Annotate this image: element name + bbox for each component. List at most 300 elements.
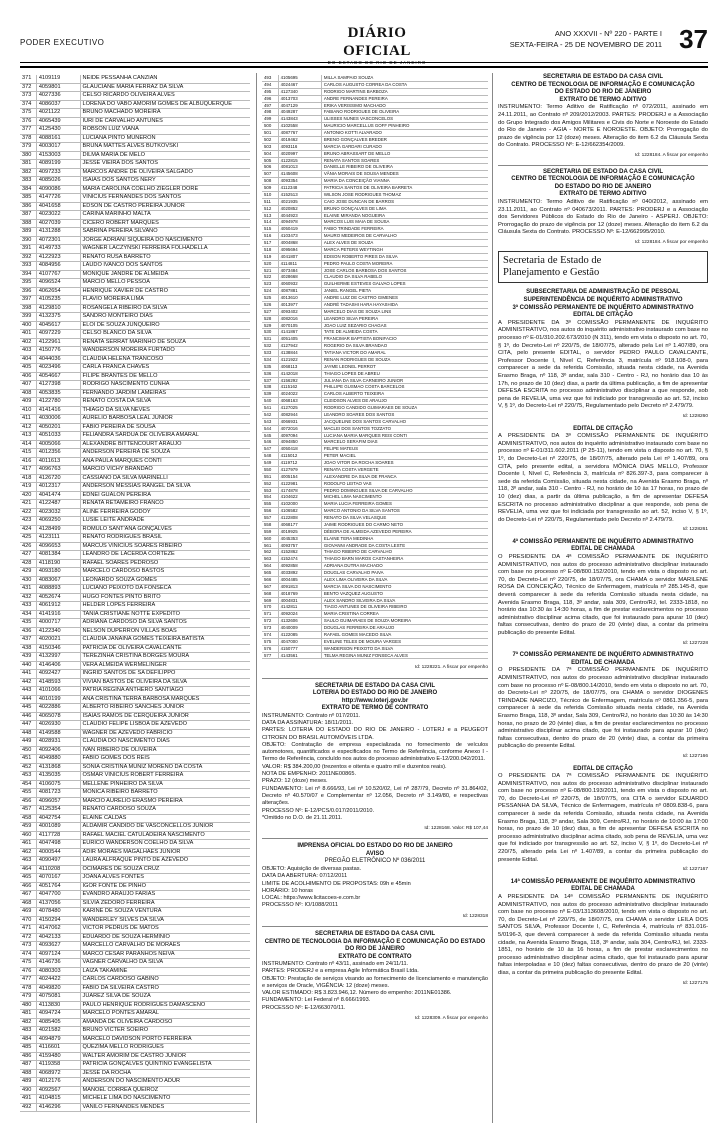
registration-number: 4095694 (278, 246, 321, 253)
row-number: 538 (262, 384, 278, 391)
registration-number: 4030006 (36, 415, 80, 424)
table-row (262, 494, 488, 501)
row-number: 375 (20, 109, 36, 118)
table-row (20, 517, 250, 526)
organ-title: SECRETARIA DE ESTADO DA CASA CIVIL CENTRO DE TECNOLOGIA DE INFORMAÇÃO E COMUNICAÇÃO DO ESTADO DO RIO DE JANEIRO (511, 168, 695, 190)
row-number: 557 (262, 515, 278, 522)
row-number: 452 (20, 763, 36, 772)
registration-number: 4152513 (278, 191, 321, 198)
table-row (20, 942, 250, 951)
registration-number: 4019925 (278, 528, 321, 535)
server-name: BRUNO GONÇALVES DE LIMA (321, 205, 488, 212)
registration-number: 4083067 (36, 576, 80, 585)
act-title: EXTRATO DE TERMO ADITIVO (559, 96, 647, 103)
server-name: ANDERSON PEREIRA DE SOUZA (80, 449, 250, 458)
registration-number: 4091813 (278, 583, 321, 590)
registration-number: 4104815 (36, 1095, 80, 1104)
row-number: 488 (20, 1069, 36, 1078)
registration-number: 4106075 (36, 780, 80, 789)
table-row (20, 1018, 250, 1027)
registration-number: 4146736 (36, 959, 80, 968)
act-id: Id: 1228260 (682, 413, 708, 419)
masthead-title: DIÁRIO OFICIAL (343, 25, 411, 59)
server-name: IURI DE CARVALHO ANTUNES (80, 117, 250, 126)
registration-number: 4142018 (278, 370, 321, 377)
server-name: ANA CRISTINA TERRA BARBOSA MARQUES (80, 695, 250, 704)
table-row (262, 157, 488, 164)
registration-number: 4081723 (36, 789, 80, 798)
registration-number: 4122923 (36, 253, 80, 262)
registration-number: 4013703 (278, 95, 321, 102)
row-number: 432 (20, 593, 36, 602)
row-number: 512 (262, 205, 278, 212)
server-name: MARCIA GARDARI CURADO (321, 143, 488, 150)
table-row (262, 246, 488, 253)
row-number: 492 (20, 1103, 36, 1112)
registration-number: 4051033 (36, 432, 80, 441)
table-row (262, 356, 488, 363)
registration-number: 4021122 (36, 109, 80, 118)
act-id: Id: 1227166 (682, 753, 708, 759)
table-row (262, 398, 488, 405)
row-number: 568 (262, 590, 278, 597)
table-row (262, 645, 488, 652)
table-row (20, 279, 250, 288)
server-name: MAURO MEDEIROS DE CARVALHO (321, 233, 488, 240)
act-body: A PRESIDENTE DA 3ª COMISSÃO PERMANENTE DE INQUÉRITO ADMINISTRATIVO, nos autos do inquérito administrativo instaurado com base no processo nº E-01/310.202.673/2010 (N 311), tendo em vista o disposto no art. 70, § 1º, do Decreto-Lei nº 220/75, de 18/07/75, alterado pela Lei nº 1.407/89, ora CITA, pelo presente EDITAL, o servidor PEDRO PAULO CAVALCANTE, Professor Docente I, Nível C, Referência 3, matrícula nº 918.108-0, para comparecer a sede da referida Comissão, situada nesta cidade, na Avenida Erasmo Braga, nº 118, 3º andar, sala 310 - Centro - RJ, no horário das 10 às 17h, no prazo de 10 (dez) dias, a partir da última publicação, a fim de apresentar DEFESA ESCRITA no processo administrativo disciplinar a que responde, sob pena de REVELIA, uma vez que foi indiciado por transgressão ao art. 52, inciso V, § 1º, do Decreto-Lei nº 220/75, Regulamentado pelo Decreto nº 2.479/79. (498, 319, 708, 410)
table-row (20, 432, 250, 441)
registration-number: 4126720 (36, 474, 80, 483)
registration-number: 4045617 (36, 321, 80, 330)
server-name: ANA PAULA MARQUES CONTI (80, 457, 250, 466)
row-number: 439 (20, 653, 36, 662)
row-number: 414 (20, 440, 36, 449)
server-name: RAFAEL MACIEL CATULADEIRA NASCIMENTO (80, 831, 250, 840)
row-number: 497 (262, 102, 278, 109)
table-row (20, 1044, 250, 1053)
server-name: MARCUS VINICIUS SOARES RIBEIRO (80, 542, 250, 551)
row-number: 416 (20, 457, 36, 466)
table-row (20, 678, 250, 687)
table-row (20, 780, 250, 789)
row-number: 551 (262, 473, 278, 480)
registration-number: 4117728 (36, 831, 80, 840)
server-name: MARCOS ANDRE DE OLIVEIRA SALGADO (80, 168, 250, 177)
server-name: ALEXANDRE BITTENCOURT ARAUJO (80, 440, 250, 449)
row-number: 379 (20, 143, 36, 152)
registration-number: 4119358 (36, 1061, 80, 1070)
registration-number: 4078480 (36, 908, 80, 917)
server-name: TATIANA VICTOR DO AMARAL (321, 350, 488, 357)
registration-number: 4082016 (278, 315, 321, 322)
server-name: FILIPE BRANTES DE MELLO (80, 372, 250, 381)
registration-number: 4090497 (36, 857, 80, 866)
table-row (20, 389, 250, 398)
row-number: 531 (262, 336, 278, 343)
server-name: LEONARDO SOUZA GOMES (80, 576, 250, 585)
table-row (20, 755, 250, 764)
registration-number: 4069250 (36, 517, 80, 526)
row-number: 419 (20, 483, 36, 492)
table-row (20, 75, 250, 83)
server-name: GUILHERME ESTEVES GALVAO LOPES (321, 281, 488, 288)
row-number: 522 (262, 274, 278, 281)
act-title: EDITAL DE CHAMADA (571, 659, 635, 666)
table-row (262, 556, 488, 563)
table-row (262, 528, 488, 535)
row-number: 540 (262, 398, 278, 405)
table-row (20, 1086, 250, 1095)
row-number: 514 (262, 219, 278, 226)
registration-number: 4122487 (36, 500, 80, 509)
table-row (20, 415, 250, 424)
server-name: MANOEL CORREA QUEIROZ (80, 1086, 250, 1095)
registration-number: 4021935 (278, 198, 321, 205)
registration-number: 4122808 (278, 515, 321, 522)
table-row (262, 370, 488, 377)
registration-number: 4050201 (36, 423, 80, 432)
server-name: RAFAEL GOMES MACEDO SILVA (321, 631, 488, 638)
row-number: 396 (20, 287, 36, 296)
server-name: HELDER LOPES FERREIRA (80, 602, 250, 611)
table-row (262, 136, 488, 143)
table-row (20, 797, 250, 806)
server-name: LUCIANO PEIXOTO DA FONSECA (80, 585, 250, 594)
table-row (20, 746, 250, 755)
row-number: 515 (262, 226, 278, 233)
row-number: 415 (20, 449, 36, 458)
table-row (20, 92, 250, 101)
server-name: MACLEI DOS SANTOS TOZZATO (321, 425, 488, 432)
registration-number: 4012317 (36, 483, 80, 492)
row-number: 560 (262, 535, 278, 542)
registration-number: 4141916 (36, 610, 80, 619)
row-number: 529 (262, 322, 278, 329)
row-number: 475 (20, 959, 36, 968)
table-row (20, 330, 250, 339)
row-number: 527 (262, 308, 278, 315)
row-number: 420 (20, 491, 36, 500)
organ-title: 7ª COMISSÃO PERMANENTE DE INQUÉRITO ADMINISTRATIVO (512, 652, 694, 659)
table-row (20, 211, 250, 220)
table-row (20, 500, 250, 509)
row-number: 474 (20, 950, 36, 959)
server-name: WANDERSON MOREIRA FURTADO (80, 347, 250, 356)
server-name: FABIO TRINDADE FERREIRA (321, 226, 488, 233)
table-row (262, 576, 488, 583)
registration-number: 4156292 (278, 377, 321, 384)
server-name: MARCELO CARDOSO BASTOS (80, 568, 250, 577)
server-name: BENTO VAZQUEZ AUGUSTO (321, 590, 488, 597)
registration-number: 4115012 (278, 453, 321, 460)
registration-number: 4092567 (36, 1086, 80, 1095)
table-row (262, 212, 488, 219)
registration-number: 4141416 (36, 406, 80, 415)
table-row (20, 1027, 250, 1036)
row-number: 400 (20, 321, 36, 330)
server-name: CICERO ROBERT MARQUES (80, 219, 250, 228)
middle-column-acts (262, 661, 488, 1028)
act-title: EDITAL DE CHAMADA (571, 546, 635, 553)
table-row (20, 483, 250, 492)
registration-number: 4097124 (36, 950, 80, 959)
act-body: A PRESIDENTE DA 3ª COMISSÃO PERMANENTE DE INQUÉRITO ADMINISTRATIVO, nos autos do inquérito administrativo instaurado com base no processo nº E-01/311.602.2011 (P 25-11), tendo em vista o disposto no art. 70, § 1º, do Decreto-Lei nº 220/75, de 18/07/75, alterado pela Lei nº 1.407/89, ora CITA, pelo presente edital, a servidora MÔNICA DIAS MELLO, Professor Docente I, Nível C, Referência 3, matrícula nº 826.397-3, para comparecer à sede da referida Comissão, situada nesta cidade, na Avenida Erasmo Braga, nº 118, 3º andar, sala 310 - Centro - RJ, no horário de 10 às 17 horas, no prazo de 10 (dez) dias, a partir da última publicação, a fim de apresentar DEFESA ESCRITA no processo administrativo disciplinar a que responde, sob pena de REVELIA, uma vez que foi indiciada por transgressão ao art. 52, inciso V, § 1º, do Decreto-Lei nº 220/75, Regulamentado pelo Decreto nº 2.479/79. (498, 433, 708, 523)
row-number: 457 (20, 806, 36, 815)
registration-number: 4047129 (278, 102, 321, 109)
registration-number: 4033892 (278, 570, 321, 577)
row-number: 541 (262, 405, 278, 412)
server-name: THIAGO DA SILVA NEVES (80, 406, 250, 415)
table-row (20, 763, 250, 772)
server-name: CARLOS CARDOSO GABINO (80, 976, 250, 985)
table-row (262, 521, 488, 528)
server-name: ADIR MORAES MAGALHÃES JUNIOR (80, 848, 250, 857)
registration-number: 4109119 (36, 75, 80, 83)
row-number: 482 (20, 1018, 36, 1027)
row-number: 511 (262, 198, 278, 205)
server-name: HUGO FONTES PINTO BRITO (80, 593, 250, 602)
server-name: ROSANGELA RIBEIRO DA SILVA (80, 304, 250, 313)
row-number: 576 (262, 645, 278, 652)
table-row (262, 343, 488, 350)
server-name: LAUDO IVANCO DOS SANTOS (80, 262, 250, 271)
table-row (262, 253, 488, 260)
row-number: 413 (20, 432, 36, 441)
table-row (20, 950, 250, 959)
table-row (20, 704, 250, 713)
registration-number: 4066931 (278, 418, 321, 425)
row-number: 484 (20, 1035, 36, 1044)
server-list-a (20, 75, 250, 1112)
table-row (20, 491, 250, 500)
server-name: MELLENE PINHEIRO DA SILVA (80, 780, 250, 789)
table-row (20, 899, 250, 908)
server-name: CLAUDIA JANAINA GOMES TEIXEIRA BATISTA (80, 636, 250, 645)
registration-number: 4105235 (36, 296, 80, 305)
row-number: 479 (20, 993, 36, 1002)
row-number: 421 (20, 500, 36, 509)
row-number: 404 (20, 355, 36, 364)
row-number: 469 (20, 908, 36, 917)
table-row (262, 473, 488, 480)
registration-number: 4012176 (36, 1078, 80, 1087)
server-name: ROBSON LUIZ VIANA (80, 126, 250, 135)
row-number: 553 (262, 487, 278, 494)
table-row (262, 274, 488, 281)
server-name: MARIA CRISTINA CORREA (321, 611, 488, 618)
row-number: 429 (20, 568, 36, 577)
row-number: 503 (262, 143, 278, 150)
server-name: IGOR FONTE DE PINHO (80, 882, 250, 891)
server-name: MARCIO AURELIO ERASMO PEREIRA (80, 797, 250, 806)
row-number: 461 (20, 840, 36, 849)
table-row (20, 585, 250, 594)
header-rule (20, 62, 708, 63)
act-title: EXTRATO DE TERMO DE CONTRATO (321, 705, 429, 712)
secretariat-box: Secretaria de Estado de Planejamento e Gestão (498, 251, 708, 283)
row-number: 516 (262, 233, 278, 240)
table-row (262, 226, 488, 233)
server-name: LEANDRO SILVA PEREIRA (321, 315, 488, 322)
registration-number: 4020997 (278, 150, 321, 157)
server-name: SANDRO MONTEIRO DIAS (80, 313, 250, 322)
table-row (20, 653, 250, 662)
row-number: 418 (20, 474, 36, 483)
row-number: 440 (20, 661, 36, 670)
row-number: 498 (262, 109, 278, 116)
row-number: 567 (262, 583, 278, 590)
server-list-b (262, 75, 488, 659)
server-name: LEANDRO DE LACERDA CORTEZE (80, 551, 250, 560)
row-number: 378 (20, 134, 36, 143)
table-row (20, 908, 250, 917)
row-number: 476 (20, 967, 36, 976)
server-name: RODRIGO NASCIMENTO CUNHA (80, 381, 250, 390)
registration-number: 4090086 (36, 185, 80, 194)
row-number: 455 (20, 789, 36, 798)
organ-title: SECRETARIA DE ESTADO DA CASA CIVIL CENTRO DE TECNOLOGIA DA INFORMAÇÃO E COMUNICAÇÃO DO ESTADO DO RIO DE JANEIRO (264, 931, 486, 952)
server-name: FELIANDRA SARDUA DE OLIVEIRA AMARAL (80, 432, 250, 441)
registration-number: 4028668 (278, 274, 321, 281)
row-number: 535 (262, 363, 278, 370)
table-row (20, 364, 250, 373)
server-name: JULIANA DA SILVA CARNEIRO JUNIOR (321, 377, 488, 384)
server-name: CLAUDIA DO NASCIMENTO DIAS (80, 738, 250, 747)
row-number: 385 (20, 194, 36, 203)
registration-number: 4047498 (36, 840, 80, 849)
table-row (20, 593, 250, 602)
server-name: CARLOS ALBERTO TEIXEIRA (321, 391, 488, 398)
act-id: Id: 1227167 (682, 867, 708, 873)
server-name: ANDERSON DO NASCIMENTO ADUR (80, 1078, 250, 1087)
row-number: 539 (262, 391, 278, 398)
server-name: ANDERSON MESSIAS RANGEL DA SILVA (80, 483, 250, 492)
server-name: PEDRO DOMINGUES SILVA DE CARVALHO (321, 487, 488, 494)
table-row (20, 245, 250, 254)
registration-number: 4085405 (36, 1018, 80, 1027)
registration-number: 4112348 (278, 185, 321, 192)
table-row (20, 729, 250, 738)
registration-number: 4088161 (36, 134, 80, 143)
row-number: 559 (262, 528, 278, 535)
table-row (20, 857, 250, 866)
act-title: AVISO (365, 850, 385, 857)
row-number: 504 (262, 150, 278, 157)
row-number: 521 (262, 267, 278, 274)
registration-number: 4125430 (36, 126, 80, 135)
server-name: RENATO DA SILVA VELASQUE (321, 515, 488, 522)
registration-number: 4092427 (36, 670, 80, 679)
row-number: 466 (20, 882, 36, 891)
row-number: 569 (262, 597, 278, 604)
separator (262, 926, 488, 927)
table-row (20, 551, 250, 560)
row-number: 444 (20, 695, 36, 704)
table-row (20, 177, 250, 186)
table-row (262, 116, 488, 123)
table-row (262, 109, 488, 116)
row-number: 464 (20, 865, 36, 874)
row-number: 564 (262, 563, 278, 570)
table-row (20, 134, 250, 143)
registration-number: 4110208 (36, 865, 80, 874)
registration-number: 4011613 (36, 457, 80, 466)
table-row (262, 95, 488, 102)
registration-number: 4093627 (36, 942, 80, 951)
row-number: 572 (262, 618, 278, 625)
table-row (20, 1103, 250, 1112)
table-row (262, 590, 488, 597)
row-number: 459 (20, 823, 36, 832)
row-number: 449 (20, 738, 36, 747)
server-name: BRUNA MATTES ALVES BUTKOVSKI (80, 143, 250, 152)
registration-number: 4047700 (36, 891, 80, 900)
table-row (20, 1052, 250, 1061)
registration-number: 4146296 (36, 1103, 80, 1112)
act-id: Id: 1228318 (462, 913, 488, 919)
table-row (262, 295, 488, 302)
server-name: ULISSES NUNES VASCONCELOS (321, 116, 488, 123)
row-number: 450 (20, 746, 36, 755)
registration-number: 4021582 (36, 1027, 80, 1036)
table-row (20, 848, 250, 857)
act-id: Id: 1227228 (682, 640, 708, 646)
table-row (262, 81, 488, 88)
act-id: Id: 1228261 (682, 527, 708, 533)
table-row (262, 549, 488, 556)
row-number: 489 (20, 1078, 36, 1087)
row-number: 453 (20, 772, 36, 781)
registration-number: 4094879 (36, 1035, 80, 1044)
act-body: A PRESIDENTE DA 14ª COMISSÃO PERMANENTE DE INQUÉRITO ADMINISTRATIVO, nos autos do processo administrativo disciplinar instaurado com base no processo nº E-03/1313608/2010, tendo em vista o disposto no art. 70, do Decreto-Lei nº 220/75, de 18/07/75, ora CHAMA o servidor LEILA DOS SANTOS SILVA, Professor Docente I, C, Referência 4, matrícula nº 831.016-5/0196-3, que deverá comparecer à sede da referida Comissão situada nesta cidade, na Avenida Erasmo Braga, 118, 3º andar, sala 304, Centro/RJ, tel. 2333-1851, no horário de 10 às 16 horas, a fim de prestar esclarecimentos no processo administrativo disciplinar acima citado, que foi instaurado para apurar faltas interpoladas e 10 (dez) faltas consecutivas, dentro do prazo de 20 (vinte) dias, a contar da primeira publicação do presente Edital. (498, 894, 708, 976)
server-name: MARCO CESAR PARANHOS NEIVA (80, 950, 250, 959)
table-row (20, 423, 250, 432)
server-name: ANTONIO KOTTI ALVARADO (321, 130, 488, 137)
registration-number: 4106582 (278, 508, 321, 515)
registration-number: 4118190 (36, 559, 80, 568)
row-number: 473 (20, 942, 36, 951)
server-name: CELSO RICARDO OLIVEIRA ALVES (80, 92, 250, 101)
act-id: Id: 1228309. A fiscar por empenho (414, 1016, 488, 1022)
server-name: CARLA FRANCA CHAVES (80, 364, 250, 373)
server-name: TIAGO ANTUNES DE OLIVEIRA RIBEIRO (321, 604, 488, 611)
table-row (262, 466, 488, 473)
table-row (262, 191, 488, 198)
registration-number: 4132375 (36, 313, 80, 322)
registration-number: 4174878 (278, 487, 321, 494)
server-name: SAULO GUIMARAES DE SOUZA MOREIRA (321, 618, 488, 625)
server-name: MICHEL LIMA NASCIMENTO (321, 494, 488, 501)
table-row (20, 840, 250, 849)
row-number: 487 (20, 1061, 36, 1070)
registration-number: 4119712 (278, 460, 321, 467)
row-number: 392 (20, 253, 36, 262)
server-name: SABRINA PEREIRA SILVANO (80, 228, 250, 237)
server-name: JACQUELINE DOS SANTOS CARVALHO (321, 418, 488, 425)
registration-number: 4087881 (278, 288, 321, 295)
registration-number: 4093180 (36, 568, 80, 577)
table-row (20, 738, 250, 747)
table-row (20, 661, 250, 670)
row-number: 401 (20, 330, 36, 339)
registration-number: 4020021 (36, 636, 80, 645)
row-number: 431 (20, 585, 36, 594)
registration-number: 4041474 (36, 491, 80, 500)
row-number: 544 (262, 425, 278, 432)
registration-number: 4146406 (36, 661, 80, 670)
registration-number: 4024022 (278, 391, 321, 398)
registration-number: 4152474 (278, 556, 321, 563)
